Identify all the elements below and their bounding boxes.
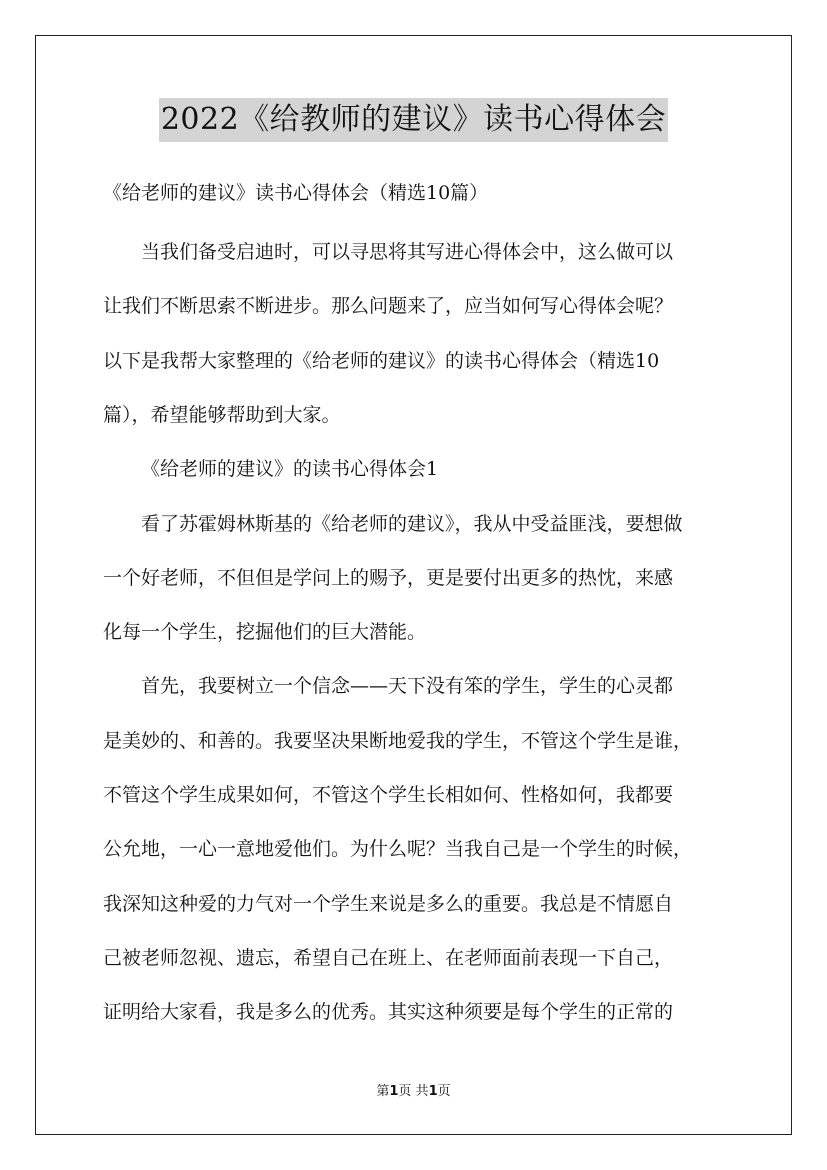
body-line: 证明给大家看，我是多么的优秀。其实这种须要是每个学生的正常的 bbox=[103, 1001, 674, 1024]
body-line: 是美妙的、和善的。我要坚决果断地爱我的学生，不管这个学生是谁， bbox=[103, 729, 693, 752]
footer-page-prefix: 第 bbox=[376, 1084, 390, 1099]
body-line: 不管这个学生成果如何，不管这个学生长相如何、性格如何，我都要 bbox=[103, 784, 674, 806]
footer-page-mid: 页 共 bbox=[398, 1084, 429, 1099]
page-footer bbox=[0, 1083, 827, 1101]
footer-page-total: 1 bbox=[428, 1084, 438, 1099]
body-line: 篇），希望能够帮助到大家。 bbox=[103, 403, 341, 426]
footer-page-suffix: 页 bbox=[437, 1084, 451, 1099]
body-line: 一个好老师，不但但是学问上的赐予，更是要付出更多的热忱，来感 bbox=[103, 566, 674, 589]
body-line: 当我们备受启迪时，可以寻思将其写进心得体会中，这么做可以 bbox=[141, 241, 674, 263]
body-line: 我深知这种爱的力气对一个学生来说是多么的重要。我总是不情愿自 bbox=[103, 892, 674, 915]
body-line: 化每一个学生，挖掘他们的巨大潜能。 bbox=[103, 621, 427, 644]
body-line: 己被老师忽视、遗忘，希望自己在班上、在老师面前表现一下自己， bbox=[103, 946, 674, 969]
body-line: 公允地，一心一意地爱他们。为什么呢？当我自己是一个学生的时候， bbox=[103, 838, 693, 861]
title-wrap bbox=[0, 98, 827, 142]
body-line: 以下是我帮大家整理的《给老师的建议》的读书心得体会（精选10 bbox=[103, 349, 660, 372]
body-line: 看了苏霍姆林斯基的《给老师的建议》，我从中受益匪浅，要想做 bbox=[141, 512, 683, 535]
body-line: 首先，我要树立一个信念——天下没有笨的学生，学生的心灵都 bbox=[141, 675, 674, 698]
body-line: 让我们不断思索不断进步。那么问题来了，应当如何写心得体会呢？ bbox=[103, 295, 674, 318]
document-subtitle: 《给老师的建议》读书心得体会（精选10篇） bbox=[103, 182, 489, 204]
document-title: 2022《给教师的建议》读书心得体会 bbox=[159, 98, 668, 142]
body-line: 《给老师的建议》的读书心得体会1 bbox=[141, 458, 439, 481]
footer-page-current: 1 bbox=[389, 1084, 399, 1099]
